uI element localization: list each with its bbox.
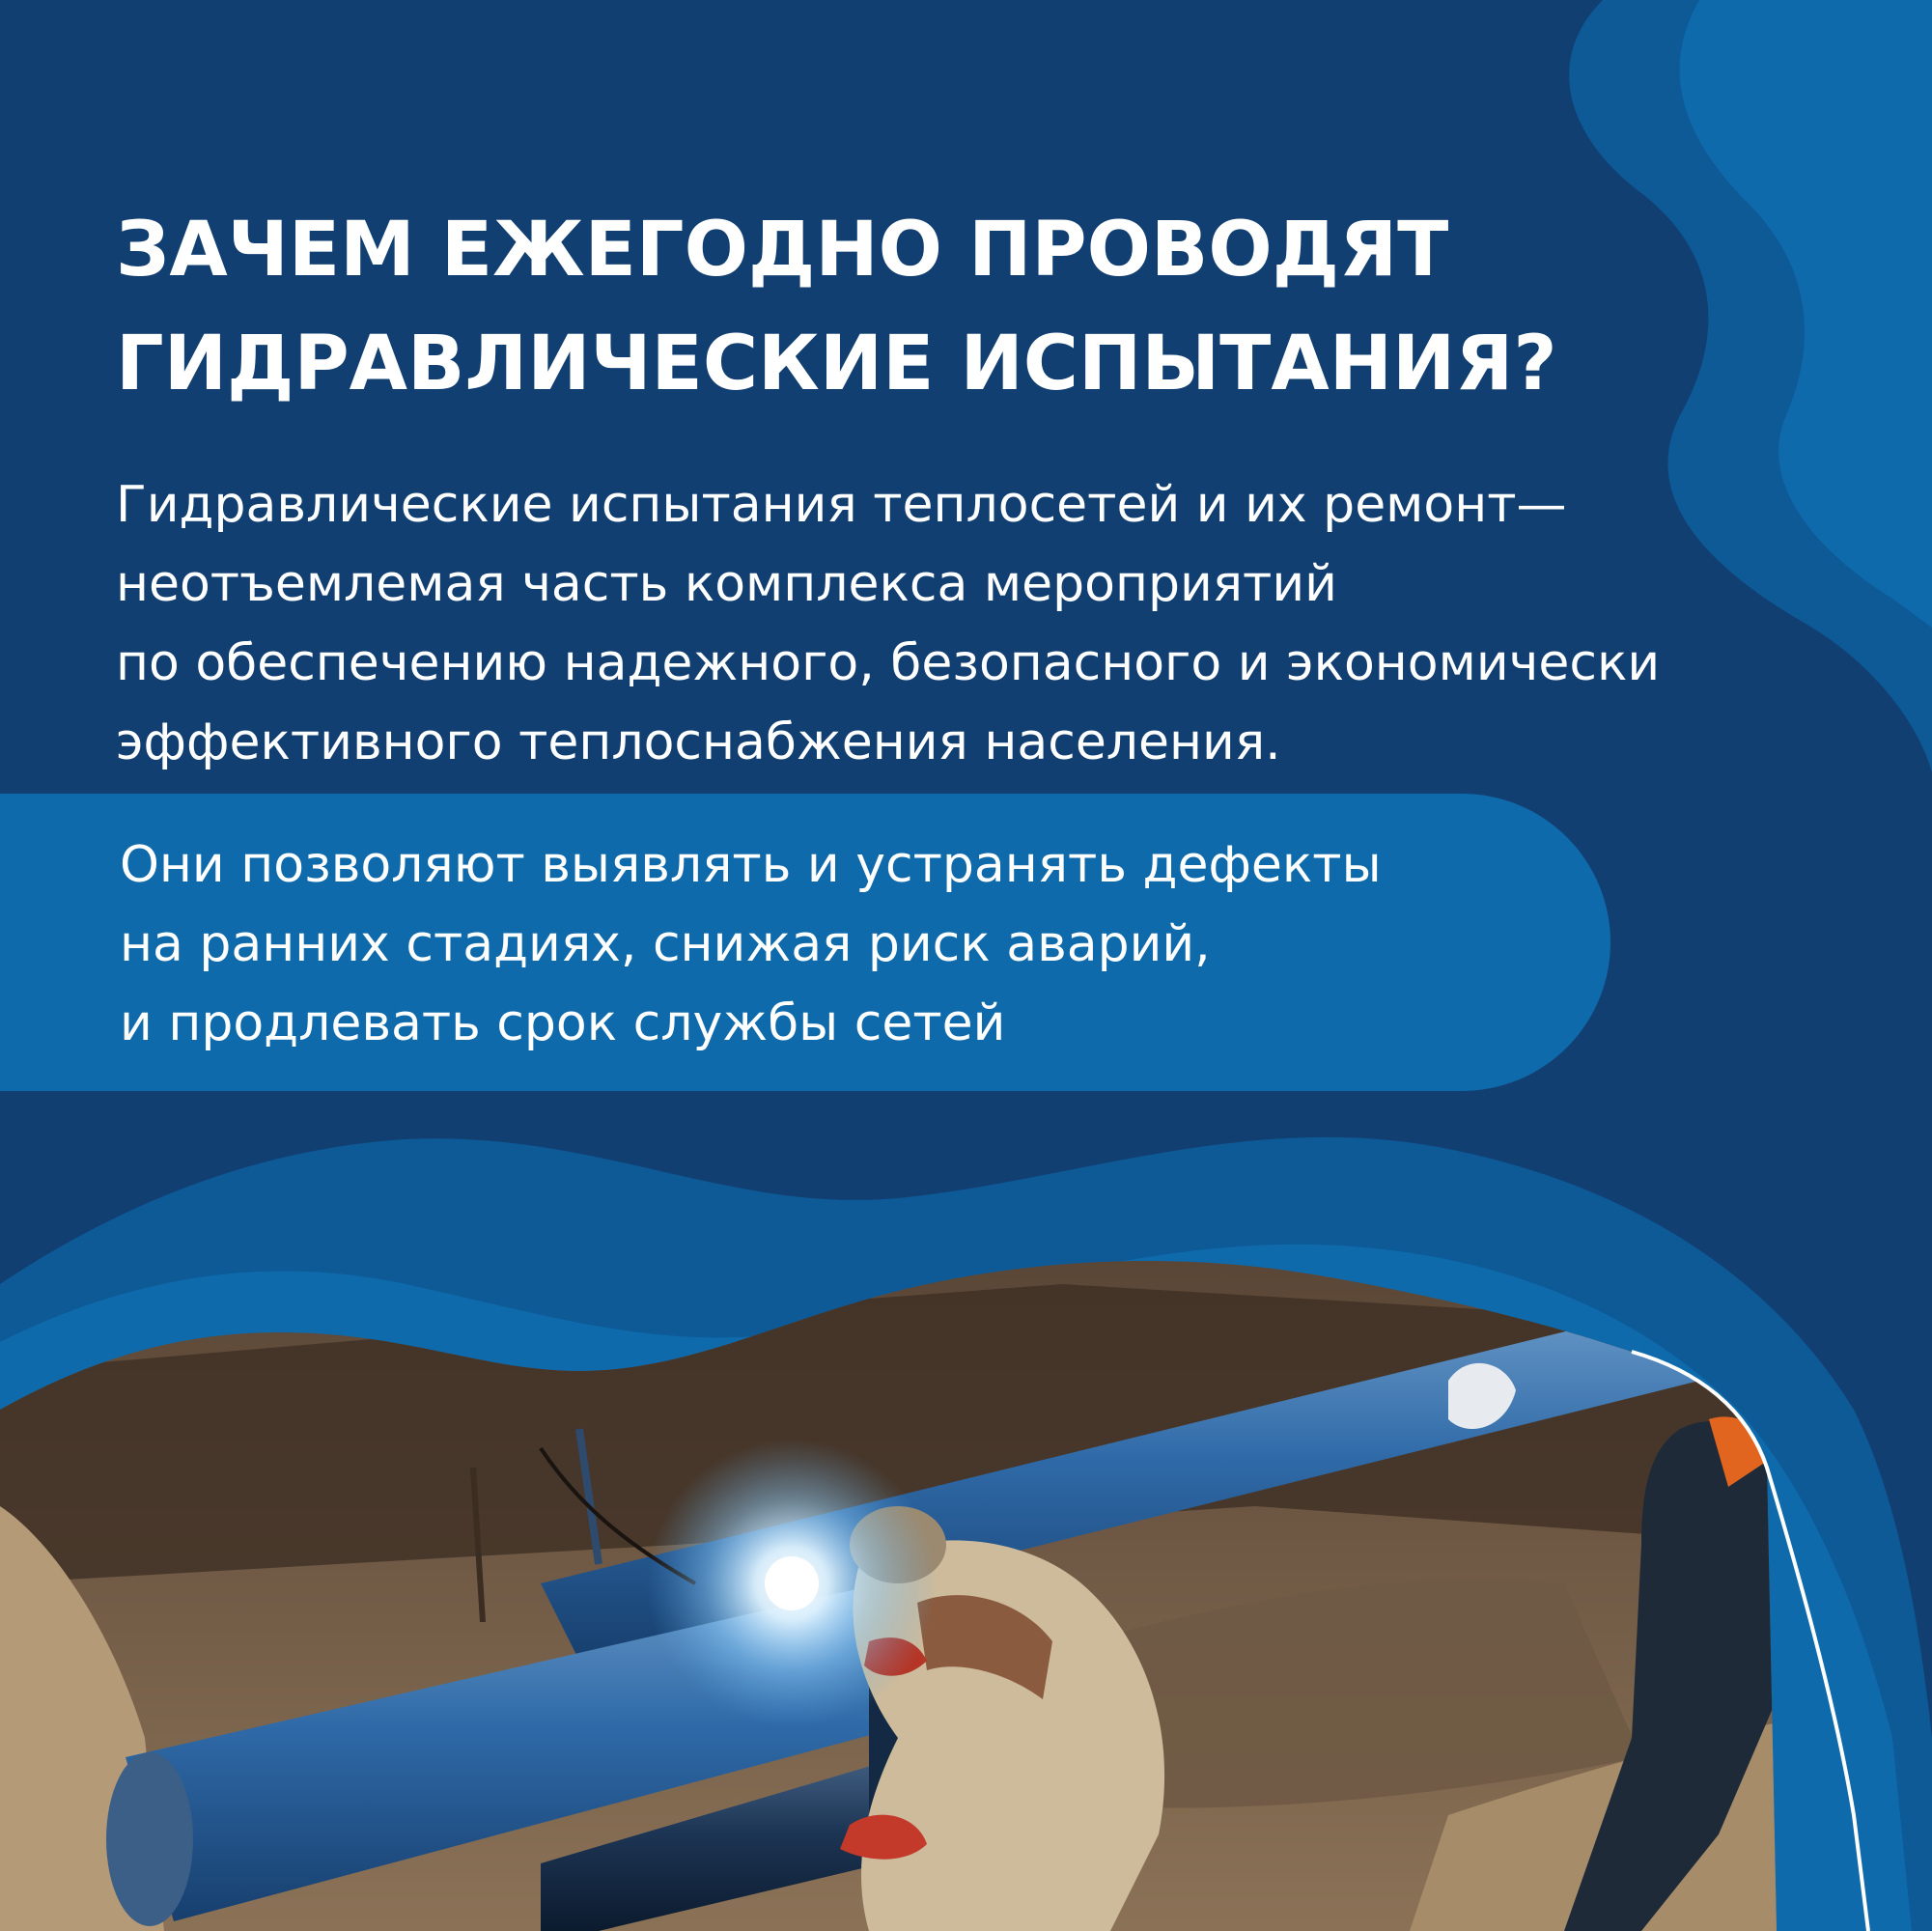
intro-line-3: по обеспечению надежного, безопасного и экономически — [116, 634, 1661, 692]
intro-line-4: эффективного теплоснабжения населения. — [116, 714, 1281, 771]
title-line-2: ГИДРАВЛИЧЕСКИЕ ИСПЫТАНИЯ? — [116, 321, 1557, 407]
intro-line-1: Гидравлические испытания теплосетей и их ремонт— — [116, 476, 1567, 534]
intro-line-2: неотъемлемая часть комплекса мероприятий — [116, 555, 1337, 613]
title-line-1: ЗАЧЕМ ЕЖЕГОДНО ПРОВОДЯТ — [116, 207, 1449, 294]
weld-arc — [765, 1556, 819, 1610]
pipe-end — [106, 1752, 193, 1926]
highlight-line-2: на ранних стадиях, снижая риск аварий, — [120, 915, 1211, 973]
highlight-line-3: и продлевать срок службы сетей — [120, 994, 1006, 1052]
photo-content — [0, 1255, 1796, 1931]
highlight-line-1: Они позволяют выявлять и устранять дефекты — [120, 836, 1382, 894]
